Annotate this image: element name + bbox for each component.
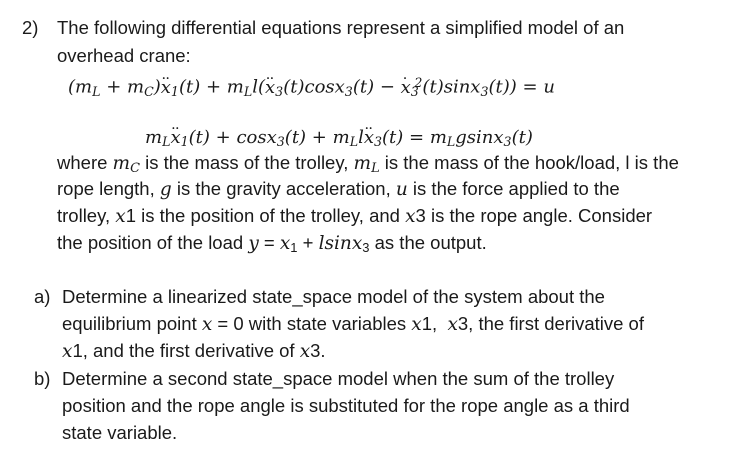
part-b-label: b)	[34, 368, 51, 389]
part-a-line-3: x1, and the first derivative of x3.	[62, 340, 326, 362]
part-a-label: a)	[34, 286, 51, 307]
intro-line-1: The following differential equations represent a simplified model of an	[57, 17, 625, 38]
where-line-4: the position of the load $y = x_1 + lsinx_3$ as the output.	[57, 232, 487, 256]
problem-number: 2)	[22, 17, 39, 38]
where-line-2: rope length, g is the gravity acceleration, u is the force applied to the	[57, 178, 620, 200]
where-line-3: trolley, x1 is the position of the trolley, and x3 is the rope angle. Consider	[57, 205, 653, 227]
part-b-line-2: position and the rope angle is substituted for the rope angle as a third	[62, 395, 630, 416]
part-b-line-1: Determine a second state_space model when the sum of the trolley	[62, 368, 615, 389]
equation-1: $(m_L + m_C)x \cdot\cdot_1(t) + m_Ll(x \cdot\cdot_3(t)\cos x_3(t) - x \cdot_3^2(t)\sin x_3(t)) = u$	[68, 72, 555, 103]
part-a-line-1: Determine a linearized state_space model of the system about the	[62, 286, 605, 307]
equation-2: $m_Lx \cdot\cdot_1(t) + \cos x_3(t) + m_Llx \cdot\cdot_3(t) = m_Lgsinx_3(t)$	[145, 127, 533, 153]
part-b-line-3: state variable.	[62, 422, 178, 443]
part-a-line-2: equilibrium point x = 0 with state variables x1, x3, the first derivative of	[62, 313, 644, 335]
intro-line-2: overhead crane:	[57, 45, 191, 66]
where-line-1: where $m_C$ is the mass of the trolley, $m_L$ is the mass of the hook/load, l is the	[57, 152, 679, 177]
